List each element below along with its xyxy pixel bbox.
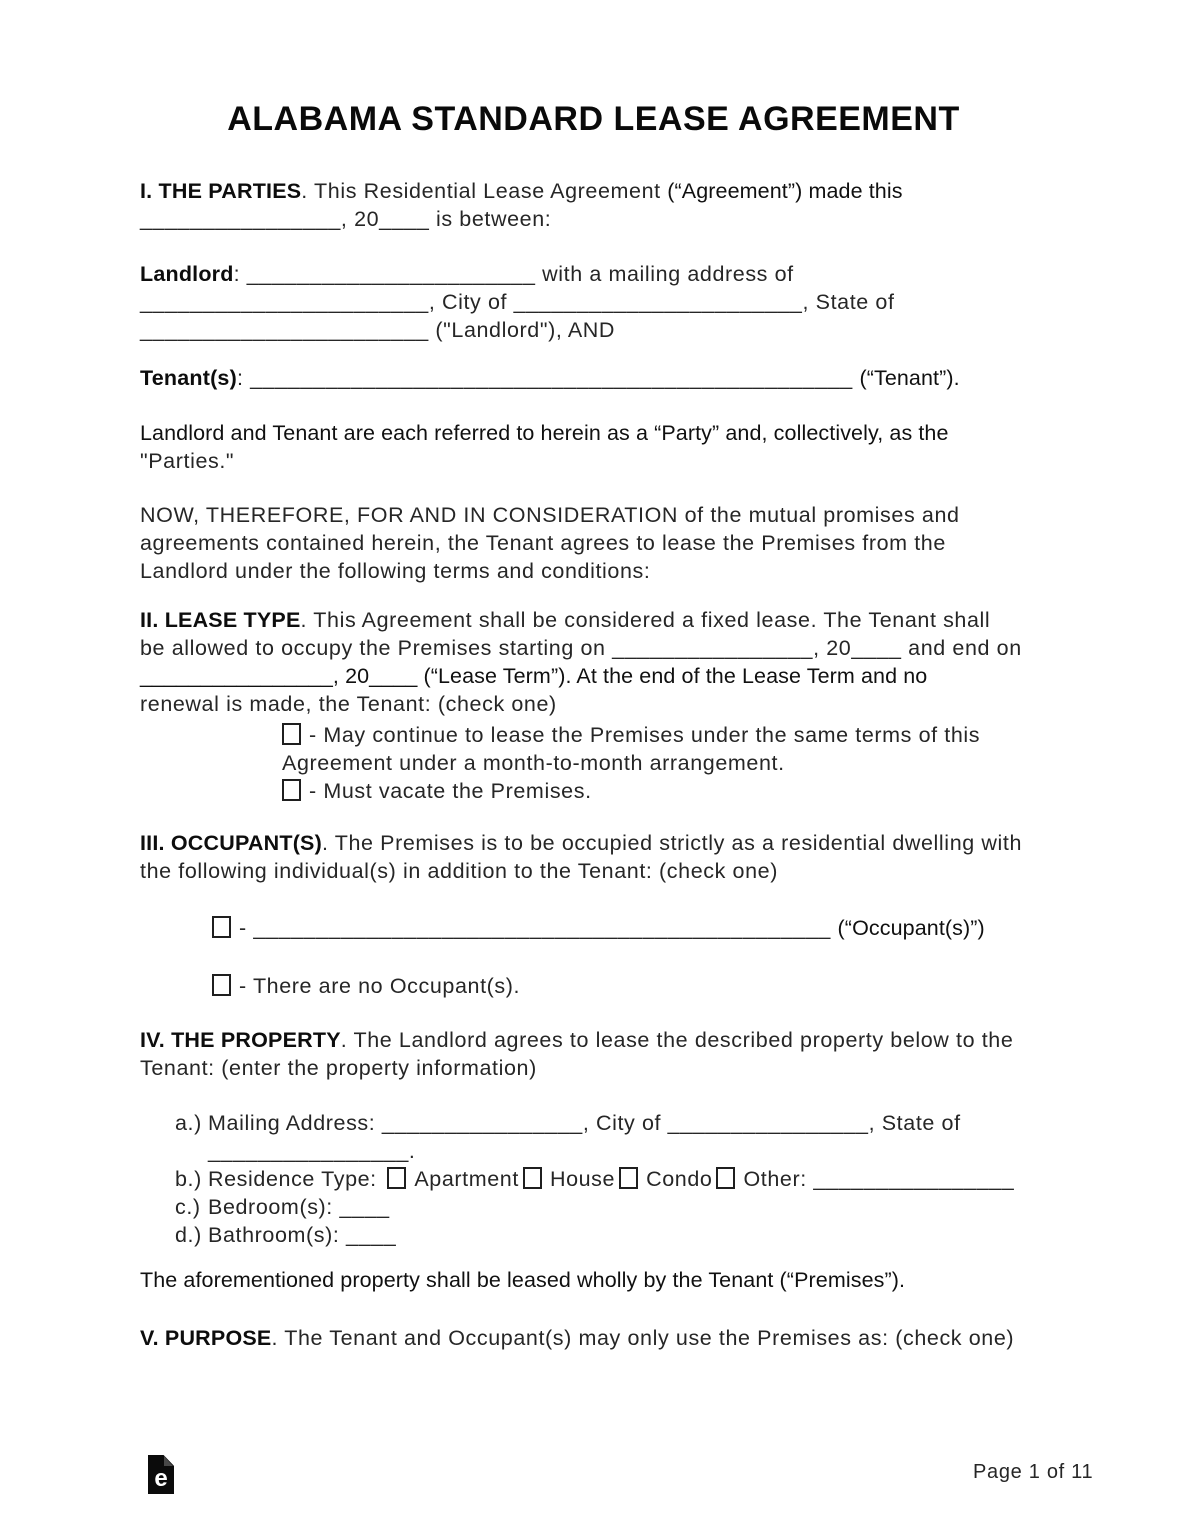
text-line (140, 1324, 1100, 1352)
section-the-property (140, 1026, 1100, 1082)
section-occupants (140, 829, 1100, 885)
section-heading: IV. THE PROPERTY (140, 1028, 341, 1052)
checkbox-icon[interactable] (282, 779, 301, 801)
blank-field: _______________________ ("Landlord"), AND (140, 318, 616, 342)
list-item-residence-type (175, 1165, 1135, 1193)
tenant-label: Tenant(s) (140, 366, 237, 390)
text-segment: (“Agreement”) made this (667, 179, 903, 203)
blank-field: : ________________________________________________ (236, 366, 860, 390)
text-line (140, 288, 1100, 316)
logo-letter: e (154, 1465, 168, 1492)
text-line (282, 777, 1187, 805)
text-segment: . This Residential Lease Agreement (301, 179, 668, 203)
tenant-clause (140, 364, 1100, 392)
option-label: Condo (646, 1167, 713, 1191)
text-line (140, 606, 1100, 634)
text-line (212, 914, 1172, 942)
esign-logo (148, 1455, 174, 1494)
blank-field: Bathroom(s): ____ (208, 1223, 397, 1247)
text-segment: . The Premises is to be occupied strictly as a residential dwelling with (321, 831, 1023, 855)
page-indicator: Page 1 of 11 (973, 1461, 1094, 1483)
text-segment: . This Agreement shall be considered a fixed lease. The Tenant shall (300, 608, 991, 632)
text-line (140, 419, 1100, 447)
section-heading: III. OCCUPANT(S) (140, 831, 322, 855)
checkbox-icon[interactable] (716, 1167, 735, 1189)
option-label: - May continue to lease the Premises under the same terms of this (309, 723, 981, 747)
landlord-clause (140, 260, 1100, 344)
consideration-clause (140, 501, 1100, 585)
text-line (140, 634, 1100, 662)
text-segment: (“Occupant(s)”) (837, 916, 985, 940)
blank-field: ________________. (208, 1139, 416, 1163)
text-segment: NOW, THEREFORE, FOR AND IN CONSIDERATION of the mutual promises and (140, 503, 960, 527)
option-label: House (549, 1167, 616, 1191)
occupants-option-none (212, 972, 1172, 1000)
text-segment: Residence Type: (208, 1167, 384, 1191)
list-marker: a.) (175, 1111, 202, 1135)
property-detail-list (175, 1109, 1135, 1249)
section-heading: I. THE PARTIES (140, 179, 302, 203)
text-line (212, 972, 1172, 1000)
text-line (140, 260, 1100, 288)
option-label: Apartment (414, 1167, 519, 1191)
section-purpose (140, 1324, 1100, 1352)
text-line (140, 1266, 1100, 1294)
blank-field: be allowed to occupy the Premises starting on ________________, 20____ and end on (140, 636, 1022, 660)
blank-field: _______________________, City of _______________________, State of (140, 290, 895, 314)
text-line (140, 529, 1100, 557)
text-segment: renewal is made, the Tenant: (check one) (140, 692, 557, 716)
text-line (140, 1026, 1100, 1054)
text-line (175, 1137, 1135, 1165)
option-label: - Must vacate the Premises. (309, 779, 592, 803)
text-line (140, 690, 1100, 718)
text-line (140, 1054, 1100, 1082)
text-segment: Tenant: (enter the property information) (140, 1056, 537, 1080)
list-item-bedrooms (175, 1193, 1135, 1221)
list-marker: d.) (175, 1223, 202, 1247)
blank-field: Other: ________________ (743, 1167, 1015, 1191)
blank-field: ________________, 20____ (“Lease Term”). At the end of the Lease Term and no (140, 664, 928, 688)
page-title: ALABAMA STANDARD LEASE AGREEMENT (227, 100, 960, 138)
blank-field: ________________, 20____ is between: (140, 207, 552, 231)
option-label: - There are no Occupant(s). (239, 974, 521, 998)
checkbox-icon[interactable] (523, 1167, 542, 1189)
lease-type-option-continue (282, 721, 1187, 777)
text-segment: The aforementioned property shall be leased wholly by the Tenant (“Premises”). (140, 1268, 906, 1292)
section-the-parties (140, 177, 1100, 233)
text-line (140, 364, 1100, 392)
text-line (140, 205, 1100, 233)
text-segment: . The Landlord agrees to lease the described property below to the (340, 1028, 1014, 1052)
checkbox-icon[interactable] (619, 1167, 638, 1189)
text-line (140, 829, 1100, 857)
text-segment: agreements contained herein, the Tenant agrees to lease the Premises from the (140, 531, 946, 555)
parties-note (140, 419, 1100, 475)
checkbox-icon[interactable] (212, 916, 231, 938)
list-marker: b.) (175, 1167, 202, 1191)
occupants-option-named (212, 914, 1172, 942)
text-line (140, 662, 1100, 690)
checkbox-icon[interactable] (282, 723, 301, 745)
landlord-label: Landlord (140, 262, 234, 286)
text-line (140, 501, 1100, 529)
text-segment: . The Tenant and Occupant(s) may only use the Premises as: (check one) (271, 1326, 1015, 1350)
text-segment: "Parties." (140, 449, 235, 473)
section-heading: V. PURPOSE (140, 1326, 272, 1350)
section-lease-type (140, 606, 1100, 718)
text-segment: Landlord under the following terms and conditions: (140, 559, 651, 583)
text-line (140, 557, 1100, 585)
blank-field: Bedroom(s): ____ (208, 1195, 390, 1219)
list-marker: c.) (175, 1195, 201, 1219)
lease-type-option-vacate (282, 777, 1187, 805)
text-line (140, 857, 1100, 885)
text-line (140, 447, 1100, 475)
option-label: Agreement under a month-to-month arrangement. (282, 751, 785, 775)
text-segment: the following individual(s) in addition to the Tenant: (check one) (140, 859, 778, 883)
text-line (282, 721, 1187, 749)
text-line (140, 177, 1100, 205)
section-heading: II. LEASE TYPE (140, 608, 301, 632)
blank-field: - ______________________________________________ (239, 916, 838, 940)
text-segment: Landlord and Tenant are each referred to herein as a “Party” and, collectively, as the (140, 421, 949, 445)
text-segment: (“Tenant”). (859, 366, 960, 390)
list-item-mailing-address (175, 1109, 1135, 1137)
blank-field: : _______________________ with a mailing address of (233, 262, 794, 286)
premises-note (140, 1266, 1100, 1294)
text-line (282, 749, 1187, 777)
checkbox-icon[interactable] (387, 1167, 406, 1189)
checkbox-icon[interactable] (212, 974, 231, 996)
text-line (140, 316, 1100, 344)
blank-field: Mailing Address: ________________, City of ________________, State of (208, 1111, 961, 1135)
list-item-bathrooms (175, 1221, 1135, 1249)
